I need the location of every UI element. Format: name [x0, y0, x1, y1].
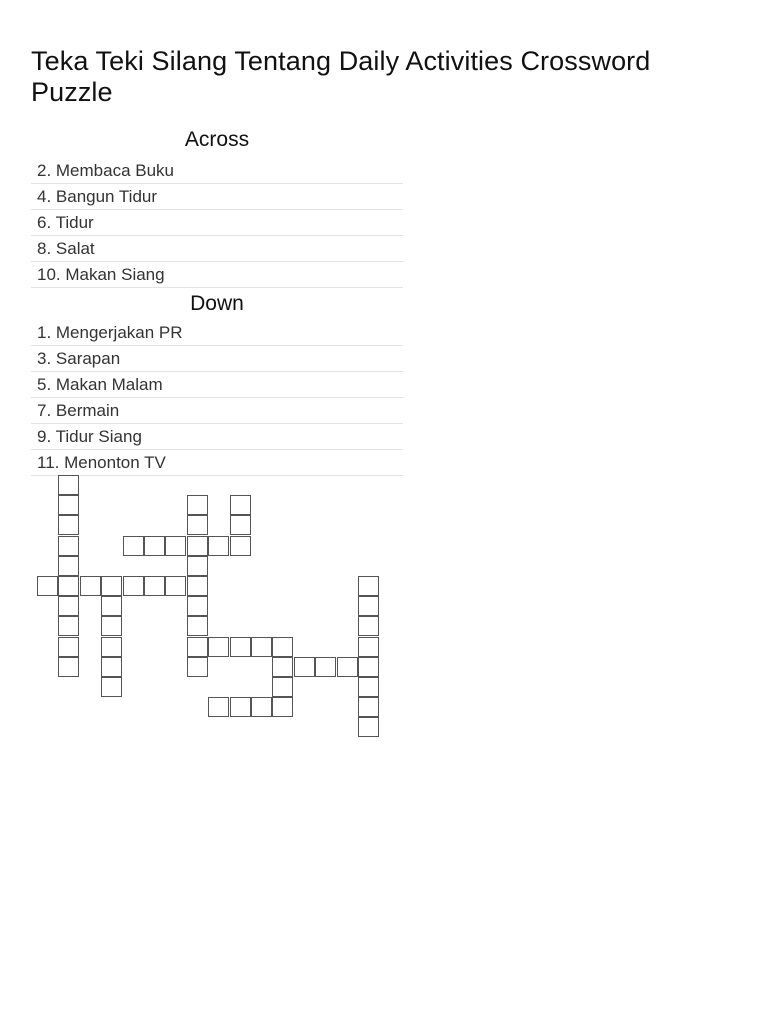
across-clue-list	[31, 158, 403, 288]
crossword-cell[interactable]	[272, 677, 293, 697]
crossword-cell[interactable]	[58, 576, 79, 596]
crossword-cell[interactable]	[58, 596, 79, 616]
crossword-cell[interactable]	[58, 556, 79, 576]
crossword-cell[interactable]	[101, 637, 122, 657]
down-clue: 11. Menonton TV	[31, 450, 403, 476]
crossword-cell[interactable]	[187, 515, 208, 535]
crossword-cell[interactable]	[230, 515, 251, 535]
down-clue: 7. Bermain	[31, 398, 403, 424]
crossword-cell[interactable]	[187, 495, 208, 515]
crossword-cell[interactable]	[101, 576, 122, 596]
crossword-cell[interactable]	[272, 637, 293, 657]
crossword-cell[interactable]	[187, 576, 208, 596]
crossword-cell[interactable]	[358, 576, 379, 596]
crossword-cell[interactable]	[187, 616, 208, 636]
crossword-cell[interactable]	[58, 515, 79, 535]
crossword-cell[interactable]	[315, 657, 336, 677]
crossword-cell[interactable]	[272, 657, 293, 677]
across-clue: 6. Tidur	[31, 210, 403, 236]
across-clue: 4. Bangun Tidur	[31, 184, 403, 210]
crossword-cell[interactable]	[337, 657, 358, 677]
crossword-cell[interactable]	[230, 495, 251, 515]
clue-panel	[31, 122, 403, 476]
crossword-cell[interactable]	[123, 576, 144, 596]
down-clue: 5. Makan Malam	[31, 372, 403, 398]
crossword-cell[interactable]	[187, 637, 208, 657]
crossword-cell[interactable]	[58, 536, 79, 556]
crossword-cell[interactable]	[187, 556, 208, 576]
crossword-cell[interactable]	[358, 616, 379, 636]
crossword-cell[interactable]	[58, 657, 79, 677]
crossword-cell[interactable]	[358, 596, 379, 616]
crossword-cell[interactable]	[251, 637, 272, 657]
crossword-cell[interactable]	[272, 697, 293, 717]
crossword-cell[interactable]	[165, 576, 186, 596]
crossword-cell[interactable]	[101, 616, 122, 636]
across-clue: 8. Salat	[31, 236, 403, 262]
across-clue: 10. Makan Siang	[31, 262, 403, 288]
crossword-cell[interactable]	[358, 677, 379, 697]
crossword-cell[interactable]	[123, 536, 144, 556]
crossword-cell[interactable]	[358, 717, 379, 737]
crossword-cell[interactable]	[101, 596, 122, 616]
crossword-cell[interactable]	[208, 697, 229, 717]
crossword-cell[interactable]	[144, 536, 165, 556]
crossword-cell[interactable]	[187, 536, 208, 556]
down-clue-list	[31, 320, 403, 476]
crossword-cell[interactable]	[58, 616, 79, 636]
crossword-cell[interactable]	[187, 596, 208, 616]
down-clue: 3. Sarapan	[31, 346, 403, 372]
crossword-cell[interactable]	[208, 637, 229, 657]
crossword-cell[interactable]	[230, 536, 251, 556]
crossword-cell[interactable]	[230, 637, 251, 657]
crossword-cell[interactable]	[294, 657, 315, 677]
crossword-cell[interactable]	[101, 657, 122, 677]
down-clue: 1. Mengerjakan PR	[31, 320, 403, 346]
crossword-cell[interactable]	[230, 697, 251, 717]
crossword-cell[interactable]	[187, 657, 208, 677]
crossword-cell[interactable]	[208, 536, 229, 556]
crossword-cell[interactable]	[358, 657, 379, 677]
across-clue: 2. Membaca Buku	[31, 158, 403, 184]
crossword-cell[interactable]	[358, 697, 379, 717]
crossword-cell[interactable]	[358, 637, 379, 657]
crossword-cell[interactable]	[144, 576, 165, 596]
crossword-cell[interactable]	[58, 495, 79, 515]
down-heading: Down	[190, 292, 244, 315]
crossword-cell[interactable]	[165, 536, 186, 556]
crossword-cell[interactable]	[37, 576, 58, 596]
across-heading: Across	[184, 128, 250, 151]
crossword-cell[interactable]	[101, 677, 122, 697]
crossword-cell[interactable]	[58, 475, 79, 495]
page-title: Teka Teki Silang Tentang Daily Activities Crossword Puzzle	[31, 46, 651, 107]
crossword-cell[interactable]	[251, 697, 272, 717]
crossword-cell[interactable]	[80, 576, 101, 596]
crossword-cell[interactable]	[58, 637, 79, 657]
down-clue: 9. Tidur Siang	[31, 424, 403, 450]
